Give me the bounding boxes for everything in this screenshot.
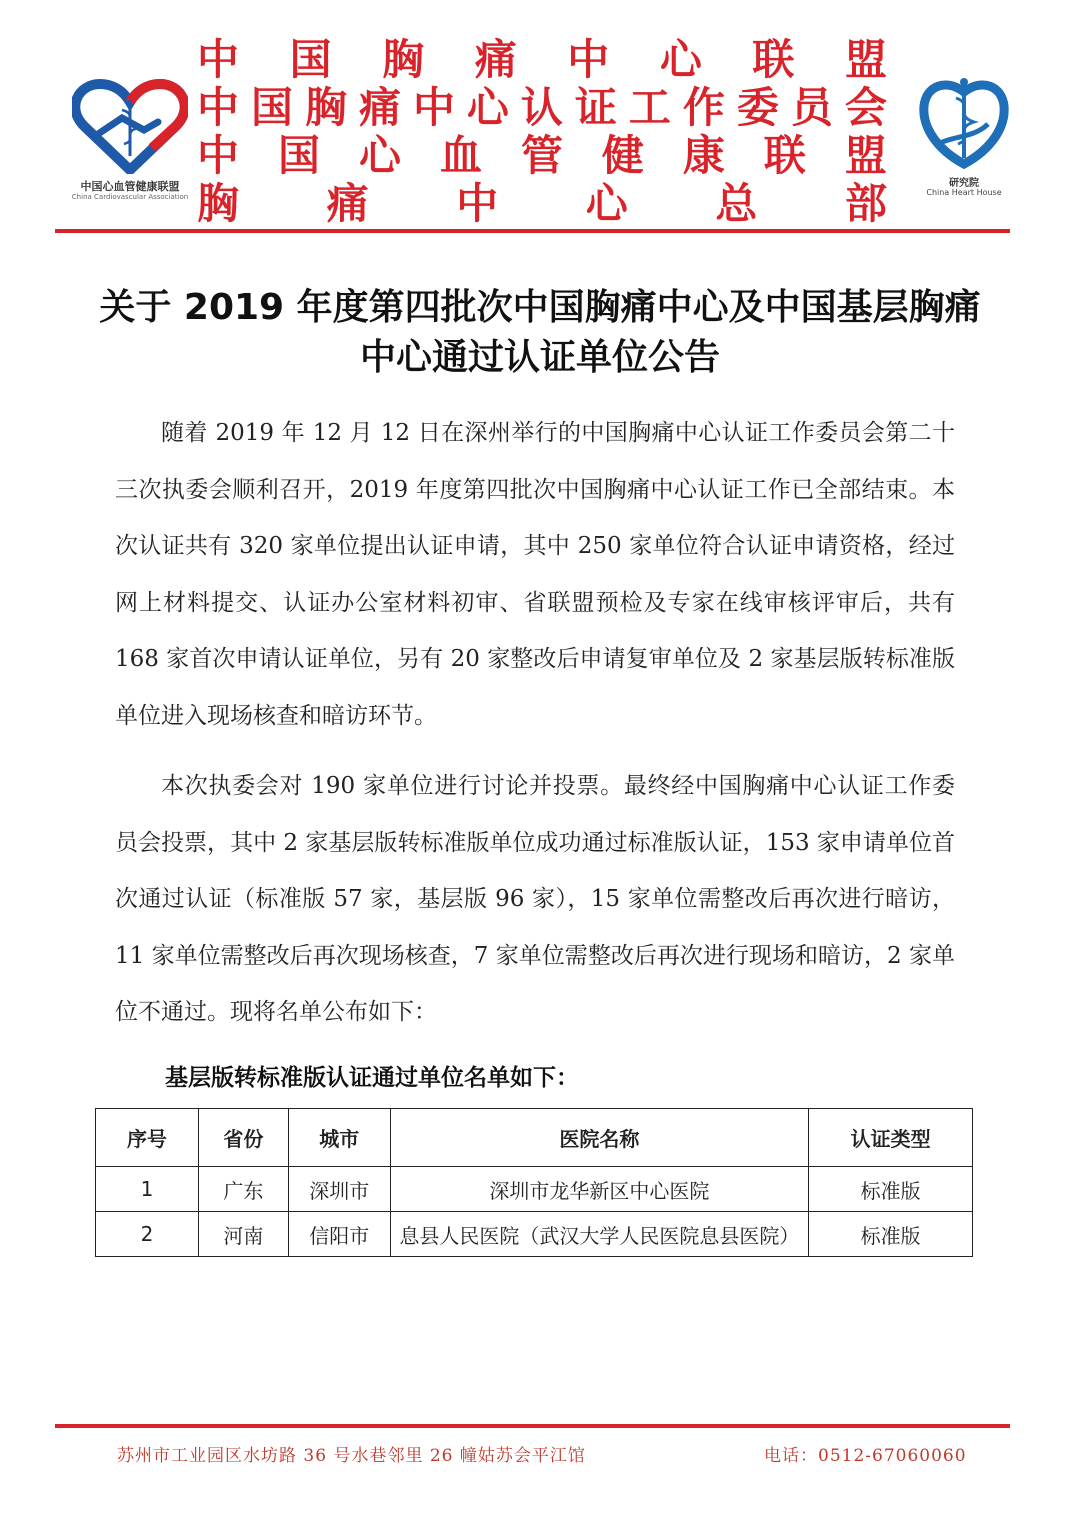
cell-type: 标准版 [809, 1167, 973, 1212]
org-name-char: 心 [466, 83, 509, 132]
col-header-index: 序号 [96, 1109, 199, 1167]
cell-index: 1 [96, 1167, 199, 1212]
org-name-char: 胸 [304, 83, 347, 132]
heart-hands-logo-icon [72, 78, 188, 174]
logo-left-name-cn: 中国心血管健康联盟 [80, 180, 180, 193]
cell-hospital: 息县人民医院（武汉大学人民医院息县医院） [390, 1212, 808, 1257]
col-header-city: 城市 [288, 1109, 390, 1167]
org-name-char: 管 [520, 131, 563, 180]
org-line-4 [197, 180, 887, 228]
org-name-char: 国 [289, 35, 332, 84]
col-header-province: 省份 [198, 1109, 288, 1167]
org-name-char: 联 [752, 35, 795, 84]
org-name-char: 中 [197, 131, 240, 180]
footer-address: 苏州市工业园区水坊路 36 号水巷邻里 26 幢姑苏会平江馆 [117, 1446, 586, 1466]
org-name-char: 痛 [474, 35, 517, 84]
org-name-char: 健 [601, 131, 644, 180]
org-name-char: 中 [197, 83, 240, 132]
org-name-char: 痛 [326, 179, 369, 228]
org-name-char: 中 [197, 35, 240, 84]
org-name-char: 痛 [358, 83, 401, 132]
org-name-char: 委 [736, 83, 779, 132]
caduceus-heart-logo-icon [918, 74, 1010, 170]
org-line-2 [197, 84, 887, 132]
col-header-type: 认证类型 [809, 1109, 973, 1167]
org-name-char: 心 [659, 35, 702, 84]
cell-hospital: 深圳市龙华新区中心医院 [390, 1167, 808, 1212]
heart-house-logo [912, 74, 1016, 204]
list-subheading: 基层版转标准版认证通过单位名单如下： [165, 1065, 579, 1091]
org-name-char: 员 [790, 83, 833, 132]
document-title: 关于 2019 年度第四批次中国胸痛中心及中国基层胸痛中心通过认证单位公告 [99, 287, 981, 378]
org-name-char: 认 [520, 83, 563, 132]
org-name-char: 工 [628, 83, 671, 132]
certified-units-table [95, 1108, 973, 1257]
org-name-char: 会 [844, 83, 887, 132]
org-name-char: 胸 [382, 35, 425, 84]
org-name-char: 中 [412, 83, 455, 132]
footer-phone: 电话：0512-67060060 [764, 1446, 967, 1466]
org-line-3 [197, 132, 887, 180]
org-name-char: 作 [682, 83, 725, 132]
cell-type: 标准版 [809, 1212, 973, 1257]
org-line-1 [197, 36, 887, 84]
org-name-char: 中 [567, 35, 610, 84]
col-header-hospital: 医院名称 [390, 1109, 808, 1167]
org-name-char: 胸 [197, 179, 240, 228]
cardiovascular-association-logo [66, 78, 194, 210]
org-name-char: 总 [715, 179, 758, 228]
org-name-char: 心 [585, 179, 628, 228]
org-name-char: 联 [763, 131, 806, 180]
org-name-char: 中 [456, 179, 499, 228]
org-name-char: 心 [358, 131, 401, 180]
logo-right-name-cn: 研究院 [949, 178, 979, 189]
org-name-char: 盟 [844, 131, 887, 180]
header-divider [55, 229, 1010, 233]
org-name-char: 国 [250, 83, 293, 132]
body-paragraph-1: 随着 2019 年 12 月 12 日在深州举行的中国胸痛中心认证工作委员会第二十三次执委会顺利召开，2019 年度第四批次中国胸痛中心认证工作已全部结束。本次认证共有 320 家单位提出认证申请，其中 250 家单位符合认证申请资格，经过网上材料提交、认证办公室材料初审、省联盟预检及专家在线审核评审后，共有 168 家首次申请认证单位，另有 20 家整改后申请复审单位及 2 家基层版转标准版单位进入现场核查和暗访环节。 [115, 420, 955, 729]
table-row [96, 1212, 973, 1257]
table-header-row [96, 1109, 973, 1167]
cell-index: 2 [96, 1212, 199, 1257]
table-row [96, 1167, 973, 1212]
cell-city: 信阳市 [288, 1212, 390, 1257]
body-paragraph-2: 本次执委会对 190 家单位进行讨论并投票。最终经中国胸痛中心认证工作委员会投票，其中 2 家基层版转标准版单位成功通过标准版认证，153 家申请单位首次通过认证（标准版 57 家，基层版 96 家），15 家单位需整改后再次进行暗访，11 家单位需整改后再次现场核查，7 家单位需整改后再次进行现场和暗访，2 家单位不通过。现将名单公布如下： [115, 773, 955, 1025]
cell-province: 河南 [198, 1212, 288, 1257]
logo-right-name-en: China Heart House [926, 188, 1002, 197]
cell-city: 深圳市 [288, 1167, 390, 1212]
org-name-char: 部 [844, 179, 887, 228]
org-name-char: 国 [277, 131, 320, 180]
org-name-char: 盟 [844, 35, 887, 84]
footer-divider [55, 1424, 1010, 1428]
cell-province: 广东 [198, 1167, 288, 1212]
logo-left-name-en: China Cardiovascular Association [71, 193, 189, 201]
org-name-char: 血 [439, 131, 482, 180]
org-name-char: 康 [682, 131, 725, 180]
org-name-char: 证 [574, 83, 617, 132]
